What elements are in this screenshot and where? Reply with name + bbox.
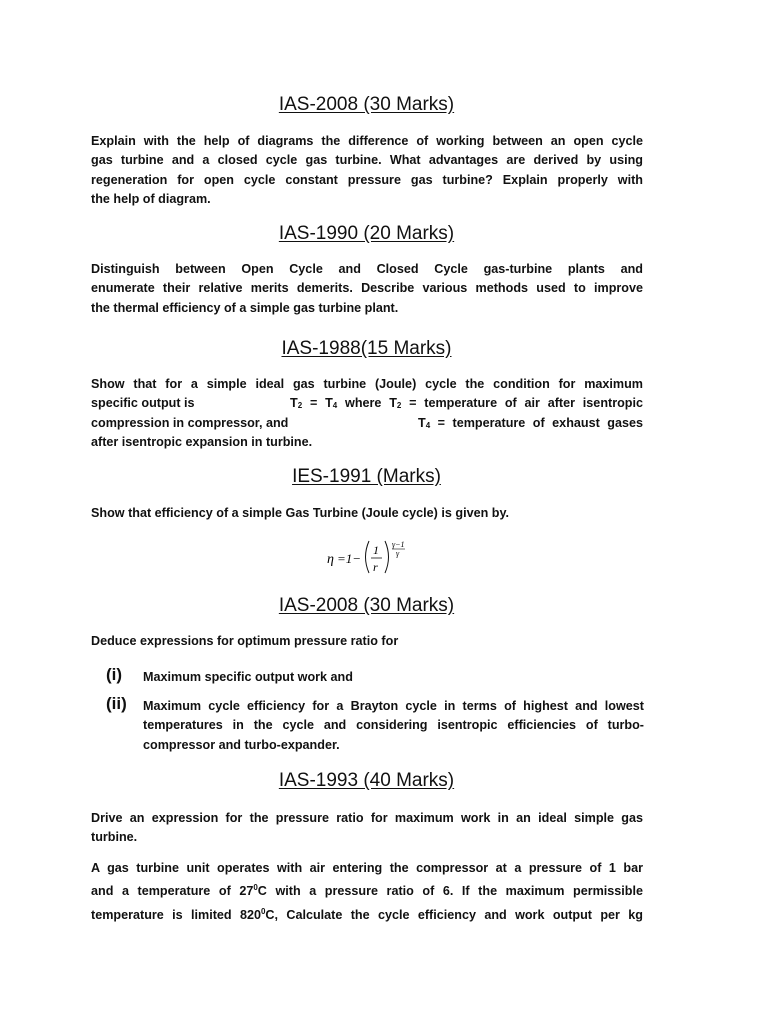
- symbol: T: [418, 415, 426, 430]
- formula-denominator: r: [373, 560, 378, 574]
- text-line: Maximum specific output work and: [143, 670, 353, 684]
- text-fragment: where T: [337, 396, 397, 411]
- text-line: Maximum cycle efficiency for a Brayton cycle in terms of highest and lowest: [143, 699, 644, 713]
- section-heading: IES-1991 (Marks): [292, 466, 441, 487]
- formula-eta: η: [327, 552, 334, 567]
- text-fragment: [290, 394, 643, 415]
- section-heading: IAS-2008 (30 Marks): [278, 94, 455, 115]
- text-fragment: C, Calculate the cycle efficiency and work output per kg: [265, 907, 643, 922]
- subscript: 2: [297, 401, 303, 411]
- text-line: Deduce expressions for optimum pressure ratio for: [91, 634, 399, 648]
- text-line: [91, 878, 643, 901]
- text-line: after isentropic expansion in turbine.: [91, 434, 313, 449]
- list-marker: (i): [106, 665, 123, 684]
- text-fragment: and a temperature of 27: [91, 884, 254, 899]
- exponent-numerator: γ−1: [392, 540, 405, 549]
- text-line: Distinguish between Open Cycle and Closed Cycle gas-turbine plants and: [91, 262, 643, 276]
- text-fragment: = temperature of air after isentropic: [401, 396, 643, 411]
- paragraph: [91, 504, 643, 523]
- text-line: enumerate their relative merits demerits. Describe various methods used to improve: [91, 281, 643, 296]
- text-line: gas turbine and a closed cycle gas turbine. What advantages are derived by using: [91, 153, 643, 168]
- text-line: the help of diagram.: [91, 191, 211, 206]
- text-line: temperatures in the cycle and considering isentropic efficiencies of turbo-: [143, 718, 644, 733]
- left-paren: [366, 541, 370, 573]
- formula-equals: =1−: [337, 551, 362, 566]
- text-line: [91, 414, 643, 433]
- subscript: 2: [396, 401, 402, 411]
- list-item-text: [143, 668, 644, 687]
- text-line: the thermal efficiency of a simple gas turbine plant.: [91, 300, 399, 315]
- section-heading: IAS-1990 (20 Marks): [278, 223, 455, 244]
- text-fragment: temperature is limited 820: [91, 907, 261, 922]
- text-fragment: compression in compressor, and: [91, 415, 289, 430]
- formula-numerator: 1: [373, 543, 379, 557]
- list-item-text: [143, 697, 644, 755]
- paragraph: [91, 809, 643, 848]
- text-line: [91, 394, 643, 413]
- text-fragment: [418, 414, 643, 435]
- text-fragment: specific output is: [91, 396, 195, 411]
- superscript: 0: [253, 883, 258, 893]
- text-line: [91, 902, 643, 925]
- symbol: T: [290, 396, 298, 411]
- paragraph: [91, 375, 643, 452]
- text-line: Show that efficiency of a simple Gas Turbine (Joule cycle) is given by.: [91, 506, 510, 520]
- efficiency-formula: [325, 538, 445, 578]
- text-fragment: C with a pressure ratio of 6. If the maximum permissible: [257, 884, 643, 899]
- text-fragment: = T: [302, 396, 333, 411]
- exponent-denominator: γ: [396, 549, 400, 558]
- paragraph: [91, 132, 643, 209]
- paragraph: [91, 859, 643, 925]
- paragraph: [91, 632, 643, 651]
- paragraph: [91, 260, 643, 318]
- text-line: Show that for a simple ideal gas turbine (Joule) cycle the condition for maximum: [91, 377, 643, 391]
- subscript: 4: [425, 420, 431, 430]
- text-line: Explain with the help of diagrams the difference of working between an open cycle: [91, 134, 643, 148]
- text-line: A gas turbine unit operates with air entering the compressor at a pressure of 1 bar: [91, 861, 643, 875]
- formula-graphic: [325, 538, 445, 578]
- list-marker: (ii): [106, 694, 127, 713]
- text-line: regeneration for open cycle constant pressure gas turbine? Explain properly with: [91, 172, 643, 187]
- section-heading: IAS-1988(15 Marks): [281, 338, 452, 359]
- right-paren: [385, 541, 389, 573]
- text-line: compressor and turbo-expander.: [143, 737, 340, 752]
- superscript: 0: [260, 906, 266, 916]
- text-line: Drive an expression for the pressure ratio for maximum work in an ideal simple gas: [91, 811, 643, 825]
- section-heading: IAS-1993 (40 Marks): [278, 770, 455, 791]
- text-fragment: = temperature of exhaust gases: [430, 415, 643, 430]
- section-heading: IAS-2008 (30 Marks): [278, 595, 455, 616]
- subscript: 4: [332, 401, 338, 411]
- text-line: turbine.: [91, 830, 138, 845]
